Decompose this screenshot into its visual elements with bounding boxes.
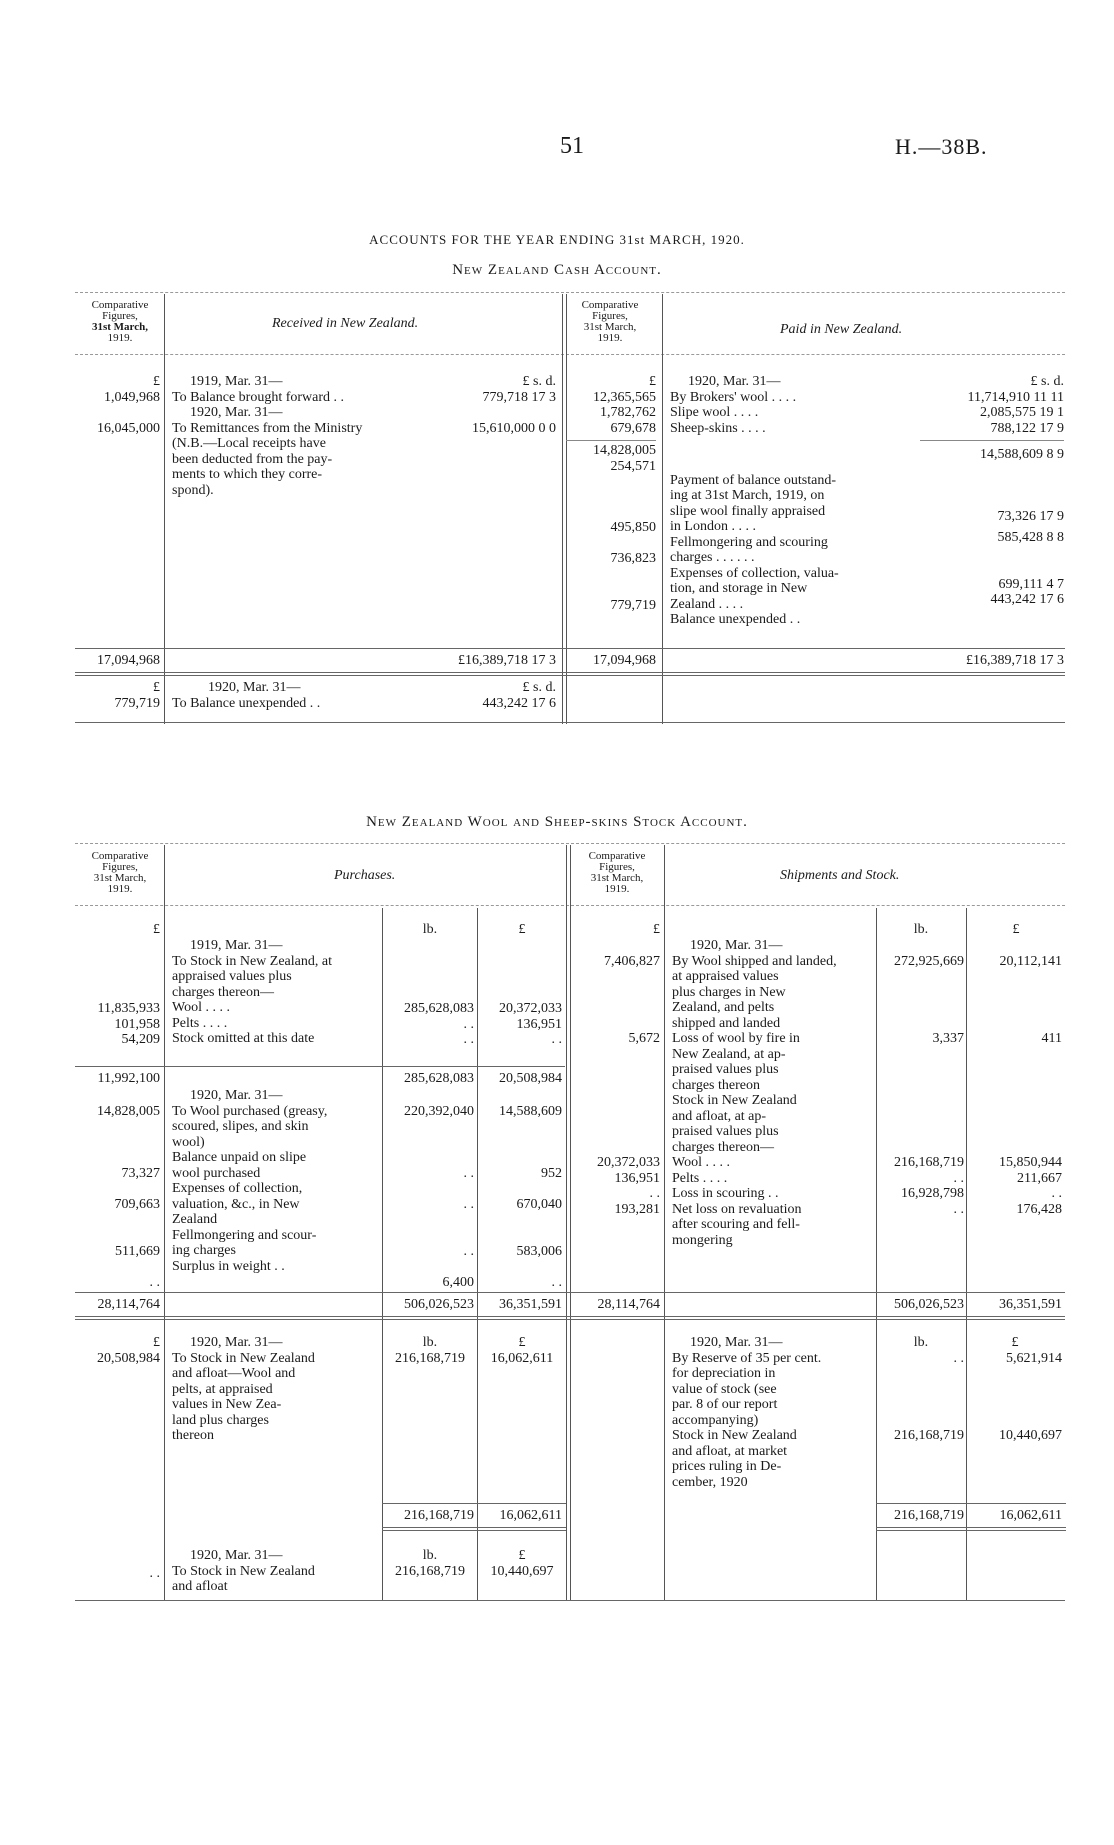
shipments-closing-total-pounds: 16,062,611 (999, 1508, 1062, 1523)
entry-line: par. 8 of our report (672, 1397, 778, 1412)
pound-value: 136,951 (516, 1016, 562, 1032)
lb-head: lb. (422, 1335, 438, 1350)
purchases-lb-heading: lb. (422, 922, 438, 937)
purchases-pounds-1920 (480, 1104, 562, 1290)
cash-comparative-header-left (78, 300, 162, 344)
shipments-lb (878, 954, 964, 1218)
header-line: 1919. (604, 883, 630, 895)
entry-line: in London . . . . (670, 519, 756, 534)
shipments-total-comparative: 28,114,764 (597, 1297, 660, 1312)
entry-line: Zealand, and pelts (672, 1000, 775, 1015)
entry-line: 1920, Mar. 31— (190, 405, 283, 420)
wool-col-divider (164, 845, 165, 1600)
comparative-value: 5,672 (628, 1031, 660, 1046)
shipments-closing-double-rule (876, 1527, 1066, 1531)
entry-line: Fellmongering and scour- (172, 1227, 317, 1243)
amount-value: 779,718 17 3 (482, 389, 556, 405)
shipments-closing-lb (878, 1335, 964, 1444)
header-line: Comparative (91, 850, 149, 862)
received-amounts (420, 374, 556, 436)
purchases-comparatives (78, 1001, 160, 1048)
entry-line: Expenses of collection, valua- (670, 565, 839, 581)
balance-unexpended-amount (420, 680, 556, 711)
header-line: 31st March, (93, 872, 147, 884)
comparative-value: 20,508,984 (97, 1350, 160, 1366)
entry-line: Zealand (172, 1212, 218, 1227)
wool-comparative-header-left (78, 851, 162, 895)
page-title: ACCOUNTS FOR THE YEAR ENDING 31st MARCH, 1920. (369, 232, 745, 247)
entry-line: and afloat (172, 1579, 228, 1594)
pound-head: £ (518, 1548, 526, 1563)
comparative-value: 679,678 (610, 420, 656, 436)
entry-line: Net loss on revaluation (672, 1201, 802, 1217)
comparative-value: 11,835,933 (97, 1001, 160, 1016)
comparative-value: 136,951 (614, 1170, 660, 1186)
pound-value: . . (551, 1274, 562, 1290)
entry-line: thereon (172, 1428, 214, 1443)
cash-comparative-header-right (566, 300, 654, 344)
entry-line: plus charges in New (672, 984, 786, 1000)
entry-line: 1919, Mar. 31— (190, 374, 283, 389)
lb-value: 16,928,798 (901, 1186, 964, 1201)
pound-value: . . (1051, 1186, 1062, 1201)
cash-bottom-rule (75, 722, 1065, 723)
purchases-total-comparative: 28,114,764 (97, 1297, 160, 1312)
shipments-lb-heading: lb. (913, 922, 929, 937)
comparative-value: 736,823 (610, 551, 656, 566)
lb-value: 3,337 (932, 1031, 964, 1046)
comparative-value: 495,850 (610, 520, 656, 535)
stock-afloat-comparative: . . (149, 1566, 160, 1581)
entry-line: Payment of balance outstand- (670, 472, 837, 488)
entry-line: prices ruling in De- (672, 1459, 782, 1474)
shipments-comparatives (570, 954, 660, 1218)
paid-header: Paid in New Zealand. (780, 322, 903, 337)
entry-line: cember, 1920 (672, 1474, 748, 1490)
entry-line: 1920, Mar. 31— (690, 1335, 783, 1350)
entry-line: charges . . . . . . (670, 550, 755, 565)
comparative-head: £ (153, 680, 160, 695)
purchases-pounds-1919 (480, 1001, 562, 1048)
header-line: Figures, (102, 861, 138, 873)
lb-value: 285,628,083 (404, 1001, 474, 1016)
lb-value: 216,168,719 (395, 1563, 465, 1579)
amount-head: £ s. d. (522, 680, 556, 695)
pound-value: 583,006 (516, 1243, 562, 1259)
header-line: Comparative (581, 299, 639, 311)
wool-header-top-rule (75, 843, 1065, 844)
lb-value: . . (463, 1243, 474, 1259)
pound-value: 10,440,697 (999, 1428, 1062, 1443)
pound-value: 411 (1041, 1031, 1062, 1046)
header-line: 1919. (107, 332, 133, 344)
entry-line: To Wool purchased (greasy, (172, 1103, 328, 1119)
entry-line: (N.B.—Local receipts have (172, 436, 326, 451)
header-line: 31st March, (590, 872, 644, 884)
entry-line: and afloat, at market (672, 1443, 788, 1459)
entry-line: valuation, &c., in New (172, 1196, 300, 1212)
entry-line: ing at 31st March, 1919, on (670, 488, 825, 503)
entry-line: By Reserve of 35 per cent. (672, 1350, 822, 1366)
purchases-closing-double-rule (382, 1527, 566, 1531)
entry-line: spond). (172, 482, 214, 498)
entry-line: praised values plus (672, 1062, 779, 1077)
entry-date: 1920, Mar. 31— (208, 680, 301, 695)
header-line: Comparative (91, 299, 149, 311)
lb-head: lb. (913, 1335, 929, 1350)
entry-line: been deducted from the pay- (172, 451, 333, 467)
entry-line: 1920, Mar. 31— (690, 938, 783, 953)
entry-line: To Stock in New Zealand, at (172, 953, 332, 969)
header-line: 31st March, (91, 321, 148, 333)
entry-line: To Stock in New Zealand (172, 1350, 315, 1366)
lb-value: 220,392,040 (404, 1104, 474, 1119)
stock-afloat-lb (384, 1548, 476, 1579)
entry-line: Balance unexpended . . (670, 612, 801, 627)
received-comparative-total: 17,094,968 (97, 653, 160, 668)
entry-line: New Zealand, at ap- (672, 1046, 786, 1062)
entry-line: To Stock in New Zealand (172, 1563, 315, 1579)
comparative-value: 254,571 (610, 458, 656, 474)
entry-line: To Balance brought forward . . (172, 389, 345, 405)
entry-line: To Balance unexpended . . (172, 695, 321, 711)
stock-afloat-pounds (480, 1548, 564, 1579)
balance-unexpended-comparative (78, 680, 160, 711)
entry-line: pelts, at appraised (172, 1381, 273, 1397)
amount-value: 11,714,910 11 11 (967, 389, 1064, 405)
pound-value: 20,112,141 (999, 953, 1062, 969)
wool-comparative-header-right (574, 851, 660, 895)
amount-value: 585,428 8 8 (997, 530, 1064, 545)
entry-line: scoured, slipes, and skin (172, 1119, 309, 1134)
entry-line: slipe wool finally appraised (670, 503, 826, 519)
cash-col-divider (662, 294, 663, 724)
shipments-closing-lines (672, 1335, 878, 1490)
comparative-value: . . (649, 1186, 660, 1201)
lb-value: . . (463, 1166, 474, 1181)
pound-value: 14,588,609 (499, 1104, 562, 1119)
header-line: 1919. (107, 883, 133, 895)
pound-value: 15,850,944 (999, 1155, 1062, 1170)
purchases-closing-total-lb: 216,168,719 (404, 1508, 474, 1523)
cash-total-rule (75, 648, 1065, 649)
purchases-comparative-head: £ (153, 922, 160, 937)
lb-value: 216,168,719 (894, 1428, 964, 1443)
entry-line: tion, and storage in New (670, 581, 808, 596)
pound-value: 176,428 (1016, 1201, 1062, 1217)
entry-line: Fellmongering and scouring (670, 534, 828, 550)
purchases-closing-comparative (78, 1335, 160, 1366)
lb-value: . . (463, 1032, 474, 1047)
entry-line: at appraised values (672, 969, 779, 984)
entry-line: charges thereon (672, 1077, 760, 1093)
comparative-value: £ (649, 374, 656, 389)
entry-line: Zealand . . . . (670, 596, 744, 612)
page-number: 51 (560, 133, 584, 159)
lb-value: . . (953, 1201, 964, 1217)
paid-comparatives (566, 374, 656, 613)
entry-line: Pelts . . . . (672, 1170, 728, 1186)
balance-unexpended-entry (172, 680, 422, 711)
comparative-value: 12,365,565 (593, 389, 656, 405)
shipments-lines (672, 938, 878, 1248)
wool-col-divider (966, 908, 967, 1600)
amount-value: 73,326 17 9 (997, 508, 1064, 524)
purchases-total-lb: 506,026,523 (404, 1297, 474, 1312)
entry-line: 1920, Mar. 31— (190, 1548, 283, 1563)
header-line: Figures, (102, 310, 138, 322)
entry-line: wool purchased (172, 1165, 261, 1181)
shipments-total-lb: 506,026,523 (894, 1297, 964, 1312)
entry-line: ments to which they corre- (172, 467, 323, 482)
document-reference: H.—38B. (895, 134, 988, 159)
amount-value: £ s. d. (522, 374, 556, 389)
wool-bottom-rule (75, 1600, 1065, 1601)
cash-header-top-rule (75, 292, 1065, 293)
shipments-header: Shipments and Stock. (780, 868, 900, 883)
comparative-value: 101,958 (114, 1016, 160, 1032)
entry-line: Stock in New Zealand (672, 1428, 797, 1443)
comparative-value: 73,327 (121, 1166, 160, 1181)
entry-line: Sheep-skins . . . . (670, 420, 766, 436)
entry-line: value of stock (see (672, 1381, 777, 1397)
lb-value: 272,925,669 (894, 953, 964, 969)
received-total: £16,389,718 17 3 (458, 653, 556, 668)
comparative-value: 779,719 (610, 597, 656, 613)
comparative-value: 16,045,000 (97, 420, 160, 436)
entry-line: Balance unpaid on slipe (172, 1150, 307, 1165)
entry-line: Pelts . . . . (172, 1015, 228, 1031)
paid-amounts (920, 374, 1064, 608)
comparative-value: 54,209 (121, 1032, 160, 1047)
shipments-closing-total-lb: 216,168,719 (894, 1508, 964, 1523)
entry-line: for depreciation in (672, 1366, 776, 1381)
amount-value: 14,588,609 8 9 (920, 440, 1064, 463)
purchases-closing-lines (172, 1335, 384, 1444)
entry-line: after scouring and fell- (672, 1217, 800, 1232)
entry-line: By Wool shipped and landed, (672, 953, 837, 969)
purchases-closing-lb (384, 1335, 476, 1366)
entry-line: land plus charges (172, 1412, 269, 1428)
wool-col-divider (477, 908, 478, 1600)
pound-head: £ (518, 1335, 526, 1350)
comparative-value: . . (149, 1274, 160, 1290)
purchases-closing-total-rule (382, 1503, 566, 1504)
header-line: Figures, (592, 310, 628, 322)
comparative-value: 709,663 (114, 1197, 160, 1212)
wool-total-double-rule (75, 1316, 1065, 1320)
shipments-closing-pounds (968, 1335, 1062, 1444)
entry-line: To Remittances from the Ministry (172, 420, 363, 436)
pound-value: 5,621,914 (1006, 1350, 1062, 1366)
paid-total: £16,389,718 17 3 (966, 653, 1064, 668)
comparative-value: 779,719 (114, 695, 160, 711)
lb-value: . . (463, 1016, 474, 1032)
entry-line: Loss in scouring . . (672, 1186, 779, 1201)
cash-col-divider (164, 294, 165, 724)
entry-line: values in New Zea- (172, 1397, 282, 1412)
entry-line: ing charges (172, 1243, 236, 1258)
pound-value: 16,062,611 (490, 1350, 554, 1366)
lb-head: lb. (422, 1548, 438, 1563)
purchases-subtotal-pounds: 20,508,984 (499, 1071, 562, 1086)
purchases-subtotal-comparative: 11,992,100 (97, 1071, 160, 1086)
pound-head: £ (1011, 1335, 1019, 1350)
amount-value: 2,085,575 19 1 (980, 405, 1064, 420)
purchases-closing-total-pounds: 16,062,611 (499, 1508, 562, 1523)
header-line: 1919. (597, 332, 623, 344)
comparative-head: £ (153, 1335, 160, 1350)
lb-value: . . (953, 1170, 964, 1186)
amount-value: 443,242 17 6 (990, 592, 1064, 607)
comparative-value: 7,406,827 (604, 953, 660, 969)
entry-line: Wool . . . . (172, 1000, 230, 1015)
entry-line: charges thereon— (672, 1139, 774, 1155)
pound-value: 211,667 (1017, 1170, 1062, 1186)
shipments-total-pounds: 36,351,591 (999, 1297, 1062, 1312)
entry-line: praised values plus (672, 1124, 779, 1139)
cash-account-title: New Zealand Cash Account. (452, 262, 662, 278)
cash-header-bottom-rule (75, 354, 1065, 355)
entry-line: Loss of wool by fire in (672, 1031, 800, 1046)
lb-value: 216,168,719 (894, 1155, 964, 1170)
purchases-lines-1920 (172, 1088, 384, 1274)
pound-value: 670,040 (516, 1197, 562, 1212)
entry-line: charges thereon— (172, 984, 274, 1000)
entry-line: mongering (672, 1232, 733, 1248)
pound-value: 10,440,697 (490, 1563, 554, 1579)
entry-line: accompanying) (672, 1412, 759, 1428)
purchases-total-pounds: 36,351,591 (499, 1297, 562, 1312)
lb-value: . . (953, 1350, 964, 1366)
comparative-value: £ (153, 374, 160, 389)
cash-total-double-rule (75, 672, 1065, 676)
entry-line: 1919, Mar. 31— (190, 938, 283, 953)
stock-afloat-lines (172, 1548, 384, 1595)
entry-line: Expenses of collection, (172, 1181, 303, 1196)
comparative-value: 14,828,005 (566, 440, 656, 459)
header-line: Figures, (599, 861, 635, 873)
shipments-closing-total-rule (876, 1503, 1066, 1504)
purchases-subtotal-lb: 285,628,083 (404, 1071, 474, 1086)
purchases-pound-heading: £ (518, 922, 526, 937)
received-lines (172, 374, 422, 498)
comparative-value: 193,281 (614, 1201, 660, 1217)
paid-lines (670, 374, 920, 628)
entry-line: shipped and landed (672, 1015, 781, 1031)
comparative-value: 14,828,005 (97, 1104, 160, 1119)
lb-value: . . (463, 1197, 474, 1212)
entry-line: Slipe wool . . . . (670, 405, 759, 420)
comparative-value: 1,049,968 (104, 389, 160, 405)
purchases-lines-1919 (172, 938, 384, 1047)
entry-line: and afloat—Wool and (172, 1366, 296, 1381)
comparative-value: 1,782,762 (600, 405, 656, 420)
entry-line: Wool . . . . (672, 1155, 730, 1170)
entry-line: appraised values plus (172, 969, 292, 984)
header-line: Comparative (588, 850, 646, 862)
purchases-lb-1920 (384, 1104, 474, 1290)
paid-comparative-total: 17,094,968 (593, 653, 656, 668)
lb-value: 216,168,719 (395, 1350, 465, 1366)
entry-line: wool) (172, 1134, 205, 1150)
pound-value: 952 (541, 1166, 562, 1181)
pound-value: 20,372,033 (499, 1001, 562, 1016)
header-line: 31st March, (583, 321, 637, 333)
entry-line: Surplus in weight . . (172, 1258, 285, 1274)
entry-line: and afloat, at ap- (672, 1108, 767, 1124)
purchases-header: Purchases. (334, 868, 396, 883)
received-header: Received in New Zealand. (272, 316, 419, 331)
purchases-closing-pounds (480, 1335, 564, 1366)
amount-value: 15,610,000 0 0 (472, 420, 556, 436)
entry-line: Stock omitted at this date (172, 1031, 315, 1046)
shipments-pounds (968, 954, 1062, 1218)
purchases-comparatives-1920 (78, 1104, 160, 1290)
shipments-pound-heading: £ (1012, 922, 1020, 937)
received-comparatives (78, 374, 160, 436)
amount-value: 443,242 17 6 (482, 695, 556, 711)
entry-line: Stock in New Zealand (672, 1093, 797, 1108)
comparative-value: 511,669 (115, 1243, 160, 1259)
purchases-subtotal-rule (75, 1066, 565, 1067)
wool-col-divider (664, 845, 665, 1600)
wool-account-title: New Zealand Wool and Sheep-skins Stock Account. (366, 814, 748, 830)
amount-value: 699,111 4 7 (998, 576, 1064, 592)
purchases-lb-1919 (384, 1001, 474, 1048)
wool-total-rule (75, 1292, 1065, 1293)
amount-value: £ s. d. (1030, 374, 1064, 389)
shipments-comparative-head: £ (653, 922, 660, 937)
lb-value: 6,400 (442, 1274, 474, 1290)
entry-line: By Brokers' wool . . . . (670, 389, 797, 405)
pound-value: . . (551, 1032, 562, 1047)
entry-line: 1920, Mar. 31— (190, 1088, 283, 1103)
entry-line: 1920, Mar. 31— (688, 374, 781, 389)
entry-line: 1920, Mar. 31— (190, 1335, 283, 1350)
comparative-value: 20,372,033 (597, 1155, 660, 1170)
amount-value: 788,122 17 9 (990, 420, 1064, 436)
